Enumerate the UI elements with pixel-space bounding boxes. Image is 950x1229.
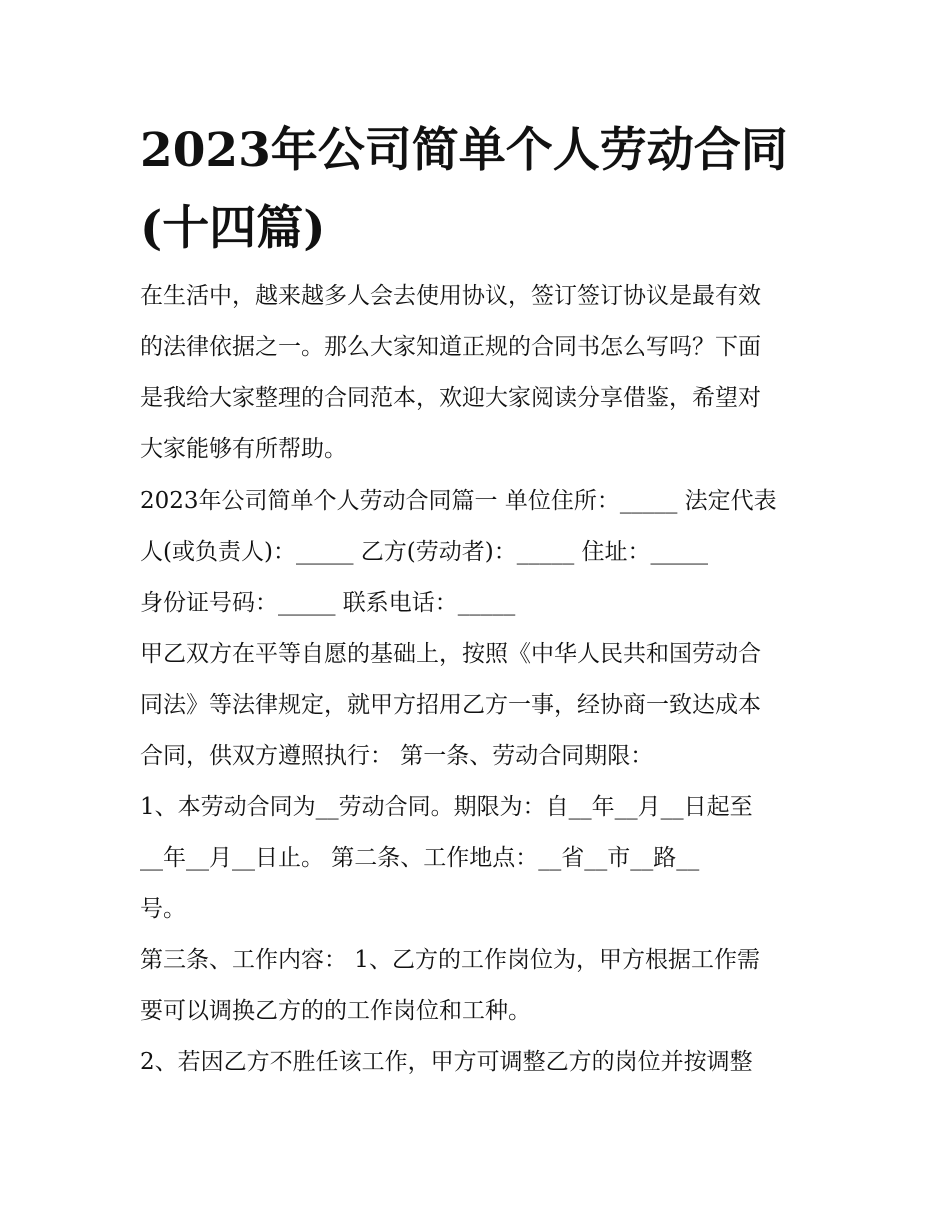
title-line: (十四篇)	[140, 201, 326, 256]
text-line: 大家能够有所帮助。	[140, 436, 347, 462]
text-line: 身份证号码：_____ 联系电话：_____	[140, 590, 516, 616]
position-adjustment-paragraph	[140, 1037, 820, 1088]
text-line: 要可以调换乙方的的工作岗位和工种。	[140, 998, 531, 1024]
contract-term-paragraph	[140, 782, 820, 935]
text-line: 甲乙双方在平等自愿的基础上，按照《中华人民共和国劳动合	[140, 641, 761, 667]
text-line: 人(或负责人)：_____ 乙方(劳动者)：_____ 住址：_____	[140, 539, 709, 565]
text-line: 是我给大家整理的合同范本，欢迎大家阅读分享借鉴，希望对	[140, 385, 761, 411]
text-line: __年__月__日止。 第二条、工作地点：__省__市__路__	[140, 845, 700, 871]
party-info-paragraph	[140, 476, 820, 629]
text-line: 1、本劳动合同为__劳动合同。期限为：自__年__月__日起至	[140, 794, 753, 820]
text-line: 在生活中，越来越多人会去使用协议，签订签订协议是最有效	[140, 283, 761, 309]
text-line: 号。	[140, 896, 186, 922]
intro-paragraph	[140, 271, 820, 475]
title-line: 2023年公司简单个人劳动合同	[140, 123, 788, 178]
text-line: 合同，供双方遵照执行： 第一条、劳动合同期限：	[140, 743, 654, 769]
text-line: 的法律依据之一。那么大家知道正规的合同书怎么写吗？下面	[140, 334, 761, 360]
text-line: 同法》等法律规定，就甲方招用乙方一事，经协商一致达成本	[140, 692, 761, 718]
text-line: 2023年公司简单个人劳动合同篇一 单位住所：_____ 法定代表	[140, 488, 777, 514]
text-line: 2、若因乙方不胜任该工作，甲方可调整乙方的岗位并按调整	[140, 1049, 753, 1075]
text-line: 第三条、工作内容： 1、乙方的工作岗位为，甲方根据工作需	[140, 947, 760, 973]
document-title	[140, 112, 820, 268]
agreement-paragraph	[140, 629, 820, 782]
work-content-paragraph	[140, 935, 820, 1037]
